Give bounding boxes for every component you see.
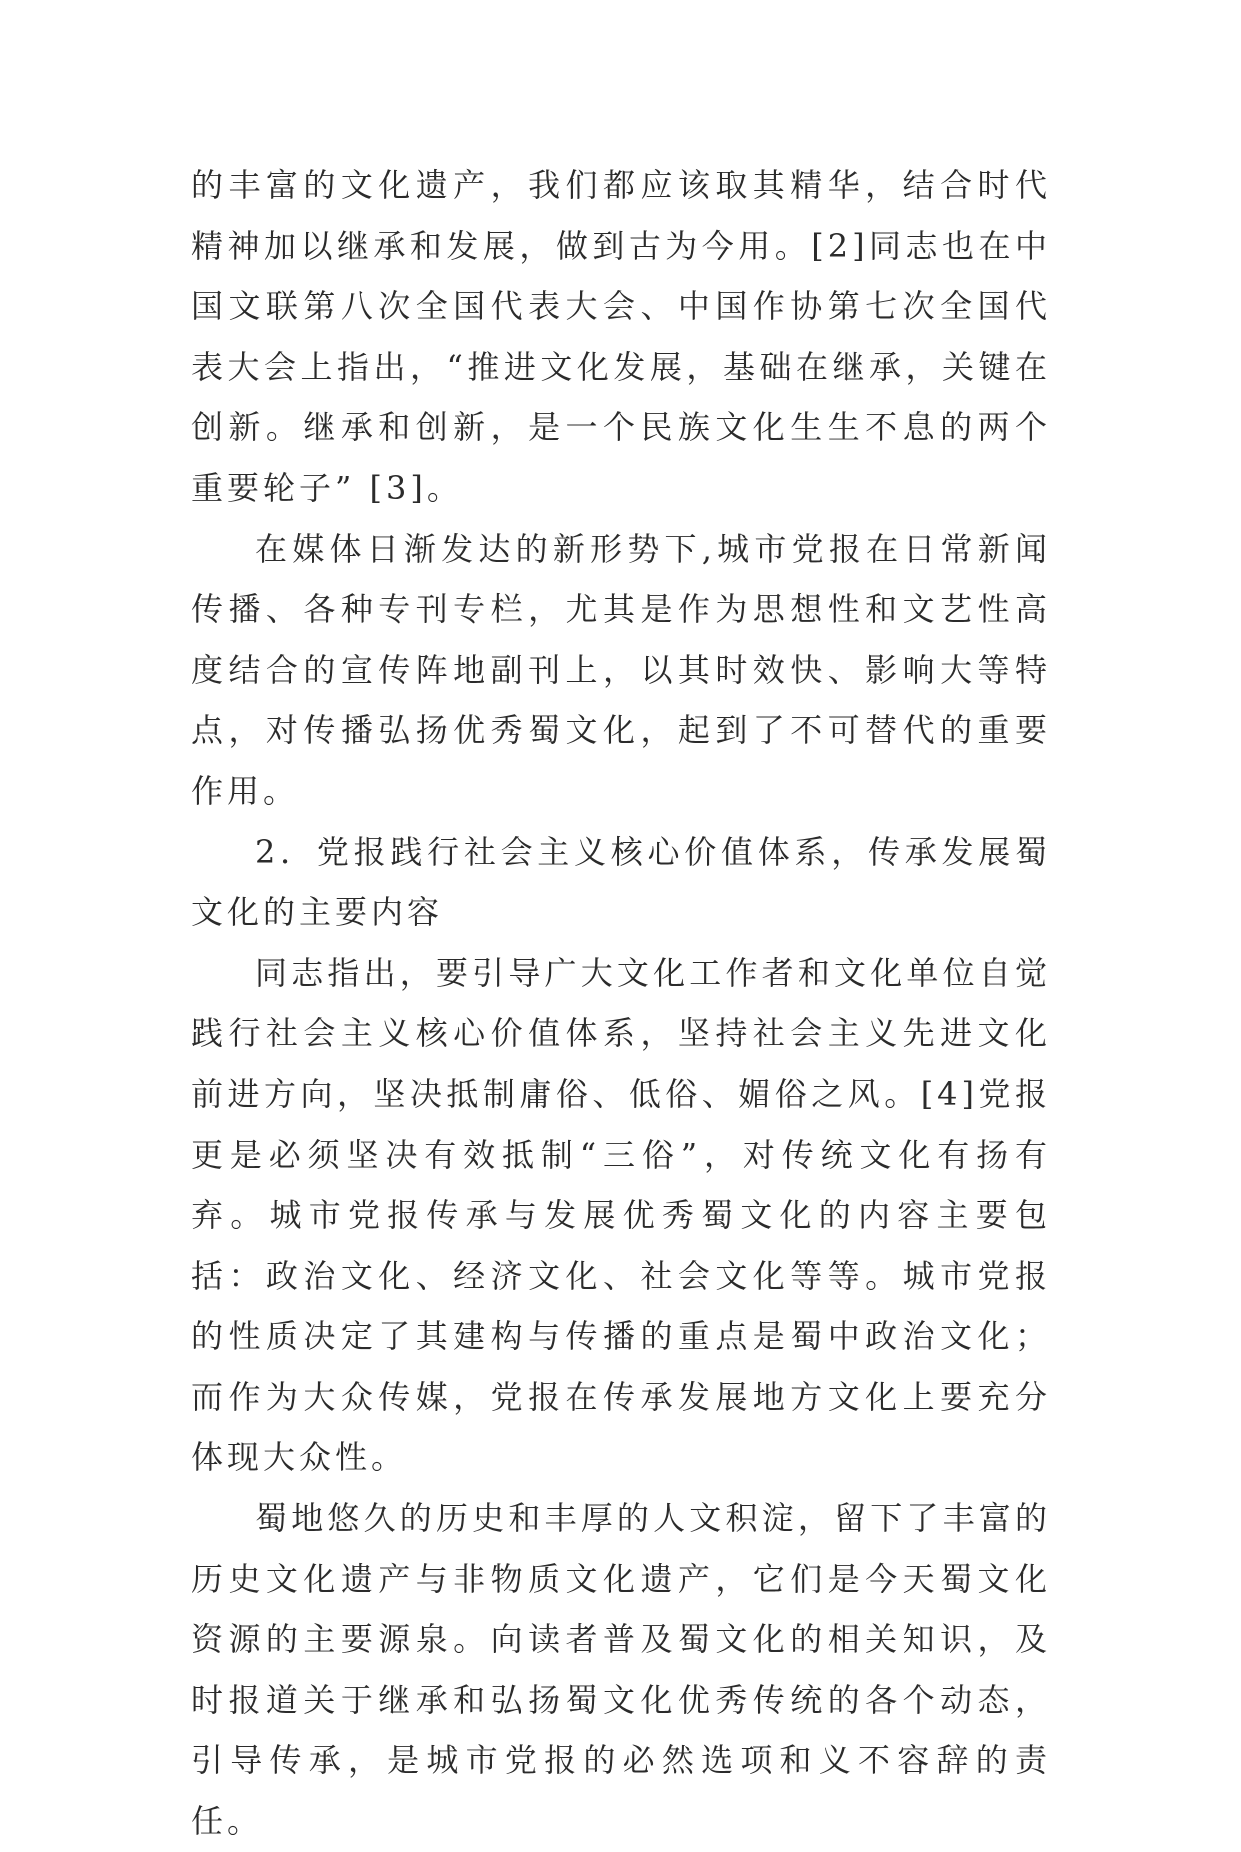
paragraph-3: 同志指出，要引导广大文化工作者和文化单位自觉践行社会主义核心价值体系，坚持社会主义先进文化前进方向，坚决抵制庸俗、低俗、媚俗之风。[4]党报更是必须坚决有效抵制“三俗”，对传统文化有扬有弃。城市党报传承与发展优秀蜀文化的内容主要包括：政治文化、经济文化、社会文化等等。城市党报的性质决定了其建构与传播的重点是蜀中政治文化；而作为大众传媒，党报在传承发展地方文化上要充分体现大众性。	[191, 953, 1051, 1477]
paragraph-4: 蜀地悠久的历史和丰厚的人文积淀，留下了丰富的历史文化遗产与非物质文化遗产，它们是今天蜀文化资源的主要源泉。向读者普及蜀文化的相关知识，及时报道关于继承和弘扬蜀文化优秀传统的各个动态，引导传承，是城市党报的必然选项和义不容辞的责任。	[191, 1499, 1051, 1841]
section-heading-2: 2．党报践行社会主义核心价值体系，传承发展蜀文化的主要内容	[191, 832, 1051, 932]
document-body	[191, 155, 1051, 1852]
paragraph-2: 在媒体日渐发达的新形势下,城市党报在日常新闻传播、各种专刊专栏，尤其是作为思想性和文艺性高度结合的宣传阵地副刊上，以其时效快、影响大等特点，对传播弘扬优秀蜀文化，起到了不可替代的重要作用。	[191, 529, 1051, 810]
paragraph-1: 的丰富的文化遗产，我们都应该取其精华，结合时代精神加以继承和发展，做到古为今用。[2]同志也在中国文联第八次全国代表大会、中国作协第七次全国代表大会上指出，“推进文化发展，基础在继承，关键在创新。继承和创新，是一个民族文化生生不息的两个重要轮子” [3]。	[191, 166, 1051, 507]
